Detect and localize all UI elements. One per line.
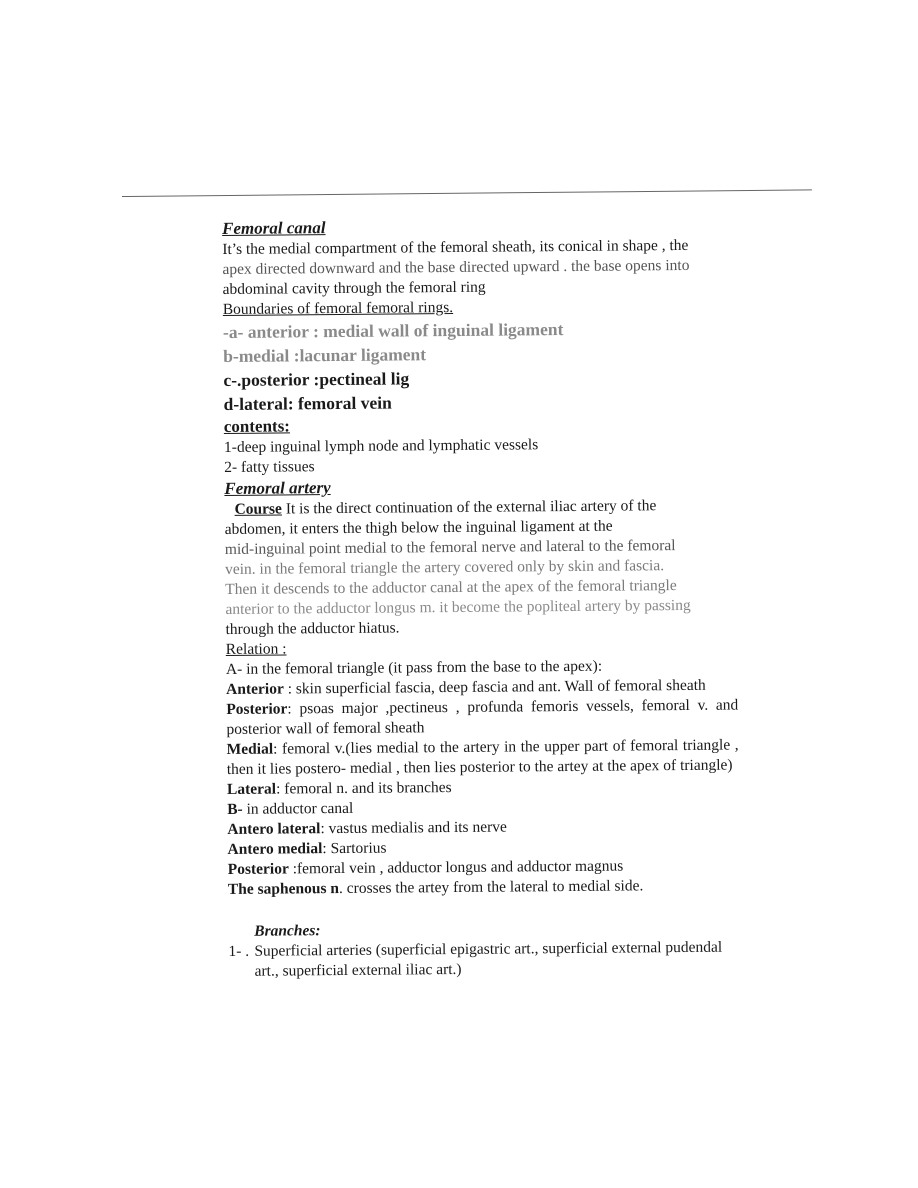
contents-item-2: 2- fatty tissues [224, 458, 315, 476]
boundaries-title: Boundaries of femoral femoral rings. [222, 298, 454, 318]
anterior-label: Anterior [226, 680, 284, 698]
posterior2-text: :femoral vein , adductor longus and adductor magnus [288, 857, 624, 878]
relation-a: A- in the femoral triangle (it pass from the base to the apex): [225, 657, 603, 678]
page-header-rule [122, 189, 812, 197]
antero-lateral-text: : vastus medialis and its nerve [320, 818, 507, 838]
course-line-5: Then it descends to the adductor canal at the apex of the femoral triangle [225, 577, 677, 598]
femoral-canal-heading: Femoral canal [222, 218, 326, 238]
course-line-4: vein. in the femoral triangle the artery covered only by skin and fascia. [224, 557, 665, 578]
branch-item-1 [228, 938, 740, 982]
antero-medial-label: Antero medial [227, 840, 323, 858]
medial-text: : femoral v.(lies medial to the artery in the upper part of femoral triangle , then it lies postero- medial , then lies posterior to the artey at the apex of triangle) [226, 736, 739, 778]
branch-1-text: Superficial arteries (superficial epigastric art., superficial external pudendal art., superficial external iliac art.) [254, 938, 723, 980]
boundary-posterior: c-.posterior :pectineal lig [223, 368, 410, 390]
canal-description-line-1: It’s the medial compartment of the femoral sheath, its conical in shape , the [222, 236, 689, 258]
relation-b-text: in adductor canal [242, 799, 354, 818]
saphenous-label: The saphenous n [227, 880, 340, 898]
relation-posterior [226, 696, 738, 740]
anterior-text: : skin superficial fascia, deep fascia and ant. Wall of femoral sheath [283, 676, 706, 698]
course-line-7: through the adductor hiatus. [225, 619, 400, 638]
boundary-lateral: d-lateral: femoral vein [223, 392, 392, 414]
lateral-text: : femoral n. and its branches [275, 779, 452, 798]
document-page [222, 214, 741, 982]
branches-title: Branches: [254, 922, 321, 940]
saphenous-text: . crosses the artey from the lateral to medial side. [338, 877, 644, 898]
course-text-1: It is the direct continuation of the external iliac artery of the [285, 497, 657, 518]
course-label: Course [234, 500, 282, 518]
course-line-6: anterior to the adductor longus m. it become the popliteal artery by passing [225, 596, 691, 618]
contents-item-1: 1-deep inguinal lymph node and lymphatic vessels [223, 436, 539, 456]
relation-medial [227, 736, 739, 780]
medial-label: Medial [226, 740, 274, 758]
posterior2-label: Posterior [227, 860, 289, 878]
boundary-medial: b-medial :lacunar ligament [223, 344, 427, 366]
posterior-label: Posterior [226, 700, 288, 718]
boundary-anterior: -a- anterior : medial wall of inguinal ligament [222, 319, 564, 342]
antero-medial-text: : Sartorius [322, 839, 387, 858]
branch-1-number: 1- . [228, 942, 250, 960]
course-line-3: mid-inguinal point medial to the femoral nerve and lateral to the femoral [224, 537, 676, 558]
canal-description-line-2: apex directed downward and the base directed upward . the base opens into [222, 256, 690, 278]
femoral-artery-heading: Femoral artery [224, 478, 331, 498]
contents-title: contents: [223, 416, 291, 436]
relation-b-label: B- [227, 800, 243, 818]
antero-lateral-label: Antero lateral [227, 820, 321, 838]
canal-description-line-3: abdominal cavity through the femoral ring [222, 278, 486, 298]
lateral-label: Lateral [226, 780, 277, 798]
posterior-text: : psoas major ,pectineus , profunda femoris vessels, femoral v. and posterior wall of femoral sheath [226, 696, 739, 738]
relation-title: Relation : [225, 640, 287, 658]
course-line-2: abdomen, it enters the thigh below the inguinal ligament at the [224, 517, 613, 538]
